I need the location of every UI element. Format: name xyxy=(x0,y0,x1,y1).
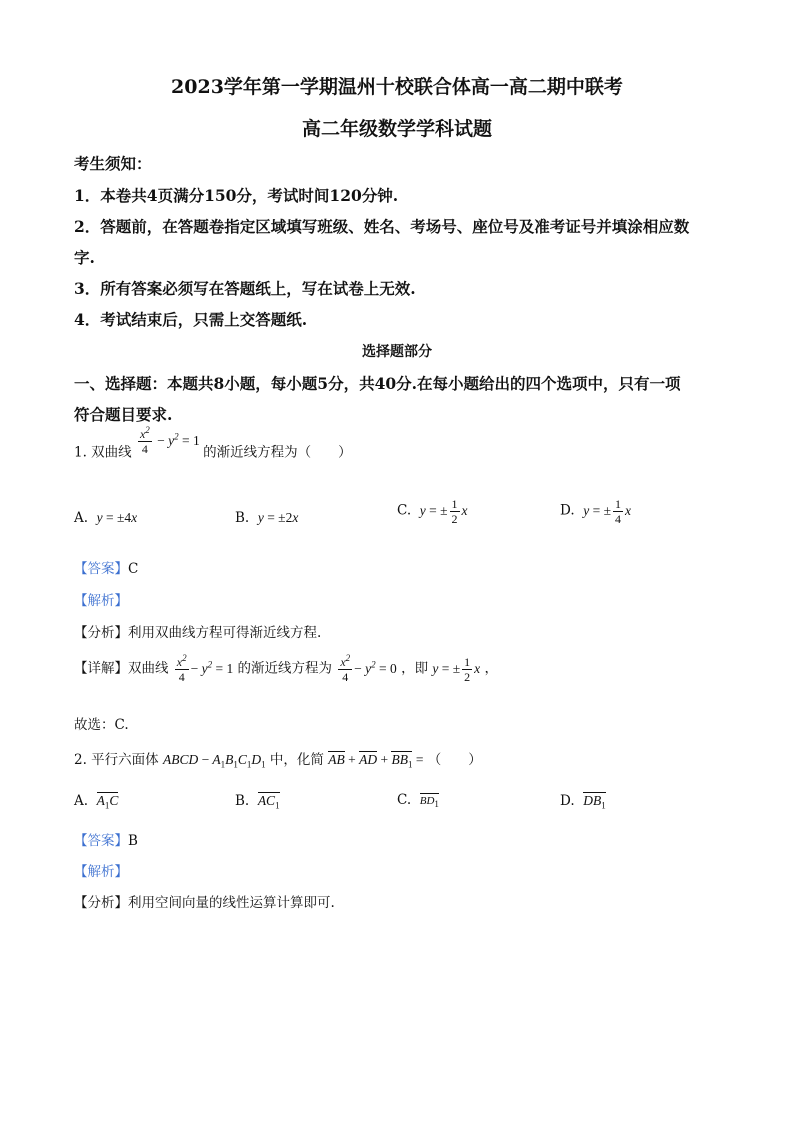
notice-item-2: 2．答题前，在答题卷指定区域填写班级、姓名、考场号、座位号及准考证号并填涂相应数 xyxy=(74,217,690,236)
q1-option-a: A. y = ±4x xyxy=(74,510,138,526)
exam-title: 2023学年第一学期温州十校联合体高一高二期中联考 xyxy=(171,76,623,98)
q2-option-b: B. $AC_1$ xyxy=(235,793,280,811)
q2-option-c: C. $BD_1$ xyxy=(397,792,439,810)
q2-fenxi: 【分析】利用空间向量的线性运算计算即可. xyxy=(74,895,335,911)
q1-stem-prefix: 1. 双曲线 xyxy=(74,444,132,461)
question-1 xyxy=(74,425,352,467)
q1-equation: $\frac{x^2}{4}$ − $y^2 = 1$ xyxy=(139,425,200,456)
section-instruction-1: 一、选择题：本题共8小题，每小题5分，共40分.在每小题给出的四个选项中，只有一项 xyxy=(74,374,681,393)
q1-analysis-tag: 【解析】 xyxy=(74,593,128,609)
q1-option-d: D. y = ± $\frac{1}{4}$ x xyxy=(560,497,632,526)
q1-stem-suffix: 的渐近线方程为（ ） xyxy=(203,444,352,461)
q2-answer: 【答案】B xyxy=(74,833,138,849)
q2-option-a: A. $A_1C$ xyxy=(74,793,119,811)
q1-option-b: B. y = ±2x xyxy=(235,510,299,526)
question-2: 2. 平行六面体 ABCD − $A_1B_1C_1D_1$ 中，化简 AB + AD + $BB_1$ = （ ） xyxy=(74,752,482,770)
notice-heading: 考生须知： xyxy=(74,154,152,173)
q1-detail: 【详解】双曲线 $\frac{x^2}{4}$ − $y^2 = 1$ 的渐近线方程为 $\frac{x^2}{4}$ − $y^2 = 0$ ，即 y = ± $\frac{1}{2}$ x ， xyxy=(74,653,498,684)
notice-item-3: 3．所有答案必须写在答题纸上，写在试卷上无效. xyxy=(74,279,416,298)
q2-analysis-tag: 【解析】 xyxy=(74,864,128,880)
q1-answer: 【答案】C xyxy=(74,561,139,577)
section-instruction-2: 符合题目要求. xyxy=(74,405,173,424)
notice-item-1: 1．本卷共4页满分150分，考试时间120分钟. xyxy=(74,186,399,205)
section-title: 选择题部分 xyxy=(362,344,432,360)
q1-conclusion: 故选：C. xyxy=(74,717,129,733)
q2-option-d: D. $DB_1$ xyxy=(560,793,606,811)
notice-item-2-cont: 字. xyxy=(74,248,95,267)
notice-item-4: 4．考试结束后，只需上交答题纸. xyxy=(74,310,308,329)
q1-fenxi: 【分析】利用双曲线方程可得渐近线方程. xyxy=(74,625,322,641)
q1-option-c: C. y = ± $\frac{1}{2}$ x xyxy=(397,497,468,526)
exam-subtitle: 高二年级数学学科试题 xyxy=(301,118,492,140)
